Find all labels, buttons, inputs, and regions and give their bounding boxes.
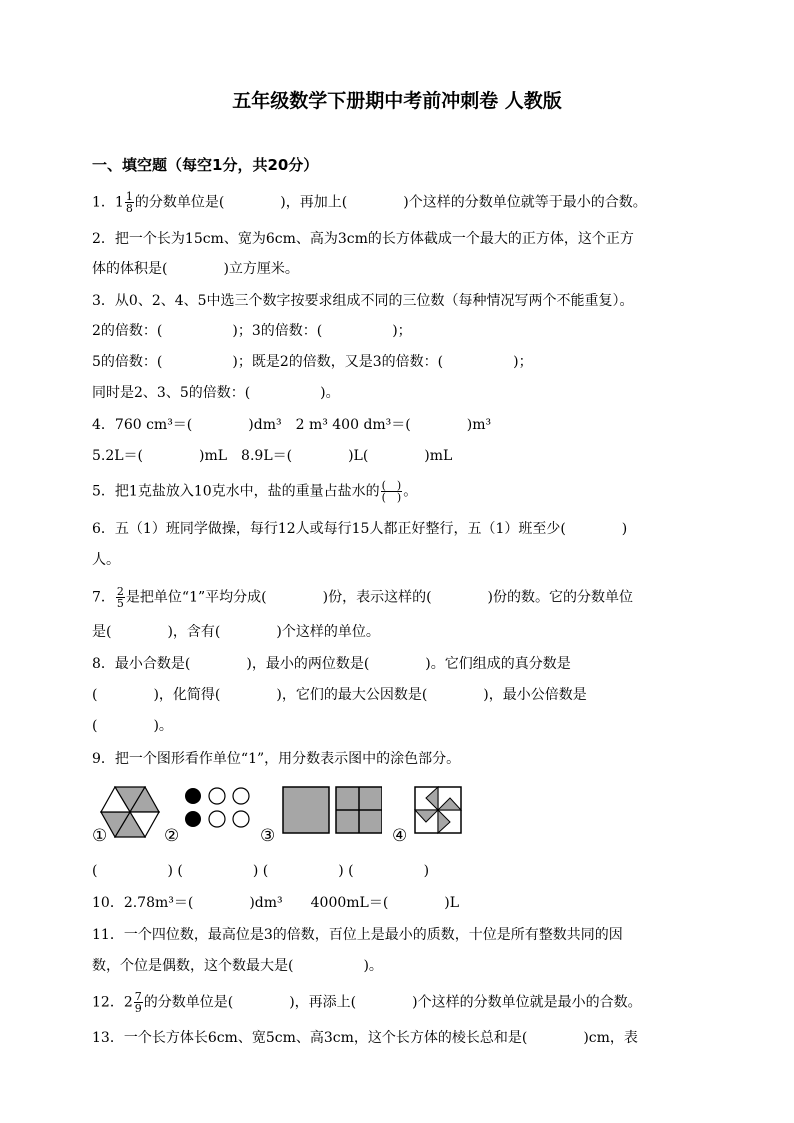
fraction: $\frac{7}{9}$: [134, 990, 142, 1015]
section-heading: 一、填空题（每空1分，共20分）: [92, 156, 319, 174]
question-2-line1: 2．把一个长为15cm、宽为6cm、高为3cm的长方体截成一个最大的正方体，这个正方: [92, 231, 634, 247]
figure-label: ④: [392, 826, 408, 846]
question-5: 5．把1克盐放入10克水中，盐的重量占盐水的 $\frac{( )}{( )}$ 。: [92, 479, 418, 504]
question-9-answers: ( ) ( ) ( ) ( ): [92, 863, 430, 879]
question-3-line3: 5的倍数：( )；既是2的倍数，又是3的倍数：( )；: [92, 354, 533, 370]
question-4-line2: 5.2L＝( )mL 8.9L＝( )L( )mL: [92, 448, 453, 464]
question-11-line2: 数，个位是偶数，这个数最大是( )。: [92, 958, 383, 974]
question-9: 9．把一个图形看作单位“1”，用分数表示图中的涂色部分。: [92, 751, 461, 767]
question-11-line1: 11．一个四位数，最高位是3的倍数，百位上是最小的质数，十位是所有整数共同的因: [92, 927, 623, 943]
fraction: $\frac{( )}{( )}$: [381, 479, 402, 504]
question-2-line2: 体的体积是( )立方厘米。: [92, 261, 299, 277]
figure-label: ①: [92, 826, 108, 846]
question-1: 1．1 $\frac{1}{8}$ 的分数单位是( )，再加上( )个这样的分数单位就等于最小的合数。: [92, 190, 647, 215]
fraction: $\frac{2}{5}$: [116, 585, 124, 610]
question-6-line1: 6．五（1）班同学做操，每行12人或每行15人都正好整行，五（1）班至少( ): [92, 521, 628, 537]
figure-label: ③: [260, 826, 276, 846]
hexagon-figure: [100, 786, 160, 838]
question-3-line2: 2的倍数：( )；3的倍数：( )；: [92, 323, 412, 339]
fraction: $\frac{1}{8}$: [125, 190, 133, 215]
question-3-line1: 3．从0、2、4、5中选三个数字按要求组成不同的三位数（每种情况写两个不能重复）。: [92, 293, 634, 309]
figure-label: ②: [164, 826, 180, 846]
question-8-line1: 8．最小合数是( )，最小的两位数是( )。它们组成的真分数是: [92, 656, 571, 672]
question-6-line2: 人。: [92, 552, 120, 568]
figures-row: [92, 786, 492, 846]
question-3-line4: 同时是2、3、5的倍数：( )。: [92, 385, 340, 401]
question-4-line1: 4．760 cm³＝( )dm³ 2 m³ 400 dm³＝( )m³: [92, 417, 492, 433]
question-7-line2: 是( )，含有( )个这样的单位。: [92, 624, 380, 640]
question-13: 13．一个长方体长6cm、宽5cm、高3cm，这个长方体的棱长总和是( )cm，表: [92, 1030, 638, 1046]
question-12: 12．2 $\frac{7}{9}$ 的分数单位是( )，再添上( )个这样的分数单位就是最小的合数。: [92, 990, 642, 1015]
pinwheel-figure: [414, 786, 464, 836]
question-10: 10．2.78m³＝( )dm³ 4000mL＝( )L: [92, 895, 460, 911]
question-8-line3: ( )。: [92, 718, 173, 734]
squares-figure: [282, 786, 382, 836]
circles-figure: [184, 786, 254, 831]
page-title: 五年级数学下册期中考前冲刺卷 人教版: [232, 90, 562, 112]
question-7-line1: 7． $\frac{2}{5}$ 是把单位“1”平均分成( )份，表示这样的( )份的数。它的分数单位: [92, 585, 633, 610]
question-8-line2: ( )，化简得( )，它们的最大公因数是( )，最小公倍数是: [92, 687, 587, 703]
